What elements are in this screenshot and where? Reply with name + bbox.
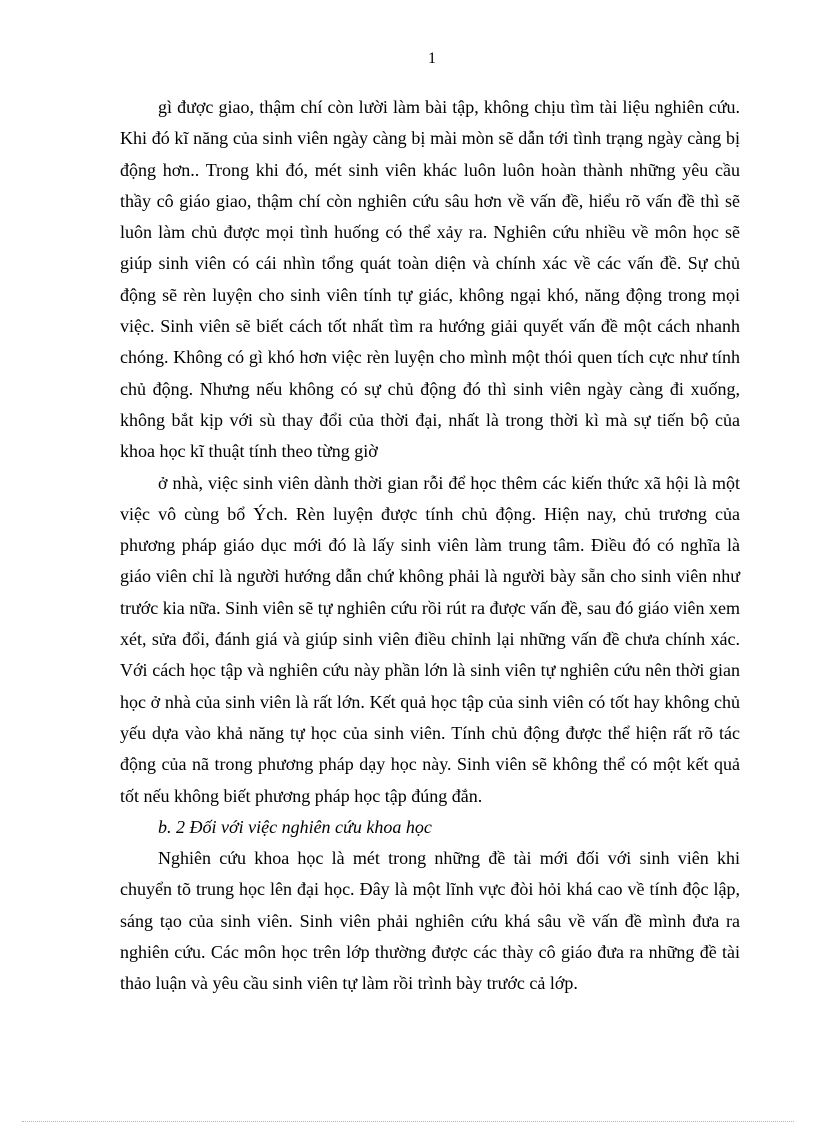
paragraph-self-study: ở nhà, việc sinh viên dành thời gian rỗi để học thêm các kiến thức xã hội là một việc vô cùng bổ Ých. Rèn luyện được tính chủ động. Hiện nay, chủ trương của phương pháp giáo dục mới đó là lấy sinh viên làm trung tâm. Điều đó có nghĩa là giáo viên chỉ là người hướng dẫn chứ không phải là người bày sẵn cho sinh viên như trước kia nữa. Sinh viên sẽ tự nghiên cứu rồi rút ra được vấn đề, sau đó giáo viên xem xét, sửa đổi, đánh giá và giúp sinh viên điều chỉnh lại những vấn đề chưa chính xác. Với cách học tập và nghiên cứu này phần lớn là sinh viên tự nghiên cứu nên thời gian học ở nhà của sinh viên là rất lớn. Kết quả học tập của sinh viên có tốt hay không chủ yếu dựa vào khả năng tự học của sinh viên. Tính chủ động được thể hiện rất rõ tác động của nã trong phương pháp dạy học này. Sinh viên sẽ không thể có một kết quả tốt nếu không biết phương pháp học tập đúng đắn.: [120, 472, 740, 806]
page-number: 1: [428, 50, 436, 67]
document-body: [120, 92, 740, 1000]
section-heading: b. 2 Đối với việc nghiên cứu khoa học: [158, 816, 432, 837]
page-bottom-divider: [22, 1121, 794, 1122]
paragraph-continuation: gì được giao, thậm chí còn lười làm bài tập, không chịu tìm tài liệu nghiên cứu. Khi đó kĩ năng của sinh viên ngày càng bị mài mòn sẽ dẫn tới tình trạng ngày càng bị động hơn.. Trong khi đó, mét sinh viên khác luôn luôn hoàn thành những yêu cầu thầy cô giáo giao, thậm chí còn nghiên cứu sâu hơn về vấn đề, hiểu rõ vấn đề thì sẽ luôn làm chủ được mọi tình huống có thể xảy ra. Nghiên cứu nhiều về môn học sẽ giúp sinh viên có cái nhìn tổng quát toàn diện và chính xác về các vấn đề. Sự chủ động sẽ rèn luyện cho sinh viên tính tự giác, không ngại khó, năng động trong mọi việc. Sinh viên sẽ biết cách tốt nhất tìm ra hướng giải quyết vấn đề một cách nhanh chóng. Không có gì khó hơn việc rèn luyện cho mình một thói quen tích cực như tính chủ động. Nhưng nếu không có sự chủ động đó thì sinh viên ngày càng đi xuống, không bắt kịp với sù thay đổi của thời đại, nhất là trong thời kì mà sự tiến bộ của khoa học kĩ thuật tính theo từng giờ: [120, 97, 740, 462]
paragraph-research: Nghiên cứu khoa học là mét trong những đề tài mới đối với sinh viên khi chuyển tõ trung học lên đại học. Đây là một lĩnh vực đòi hỏi khá cao về tính độc lập, sáng tạo của sinh viên. Sinh viên phải nghiên cứu khá sâu về vấn đề mình đưa ra nghiên cứu. Các môn học trên lớp thường được các thày cô giáo đưa ra những đề tài thảo luận và yêu cầu sinh viên tự làm rồi trình bày trước cả lớp.: [120, 848, 740, 994]
